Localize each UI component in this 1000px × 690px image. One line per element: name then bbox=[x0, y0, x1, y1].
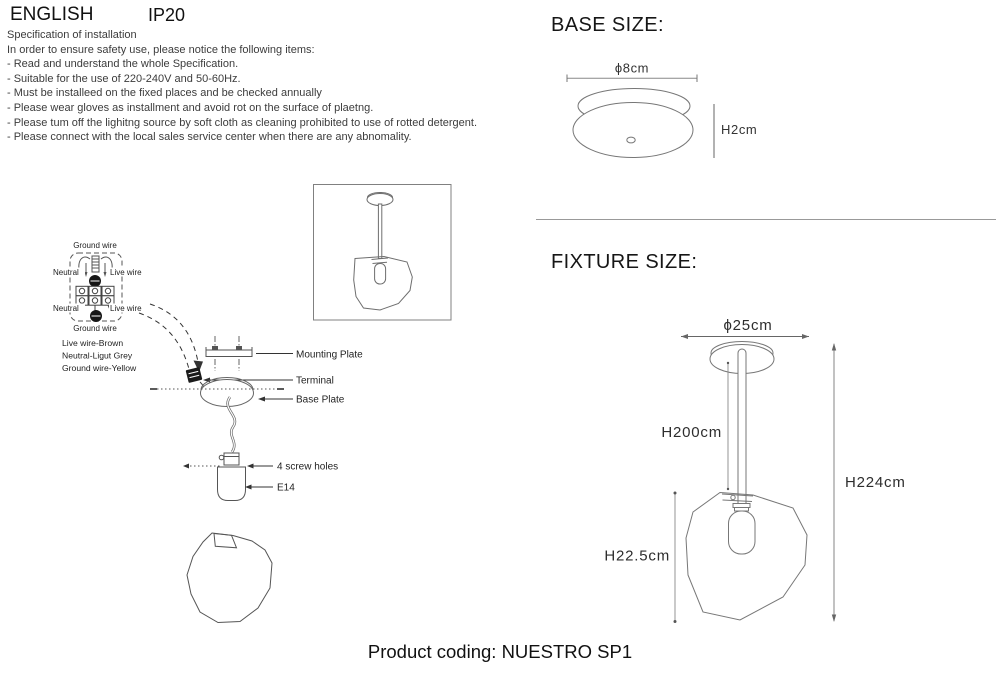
socket-drawing bbox=[218, 453, 246, 501]
legend-live-wire: Live wire-Brown bbox=[62, 338, 124, 348]
specification-text bbox=[7, 28, 477, 145]
spec-item: - Please wear gloves as installment and avoid rot on the surface of plaetng. bbox=[7, 101, 374, 114]
legend-neutral: Neutral-Ligut Grey bbox=[62, 350, 133, 361]
glass-shade-drawing bbox=[187, 533, 272, 623]
live-bottom-label: Live wire bbox=[110, 304, 142, 313]
socket-label: E14 bbox=[277, 482, 295, 494]
terminal-label: Terminal bbox=[296, 375, 334, 387]
ip-rating: IP20 bbox=[148, 5, 186, 25]
fixture-size-diagram bbox=[600, 308, 910, 633]
rod-drawing bbox=[738, 349, 746, 510]
spec-item: - Please connect with the local sales service center when there are any abnomality. bbox=[7, 131, 412, 144]
installation-diagram bbox=[148, 330, 380, 640]
language-title: ENGLISH bbox=[10, 4, 94, 25]
total-height-label: H224cm bbox=[845, 474, 906, 491]
neutral-bottom-label: Neutral bbox=[53, 304, 79, 313]
neutral-top-label: Neutral bbox=[53, 268, 79, 277]
spec-item: - Must be installeed on the fixed places and be checked annually bbox=[7, 87, 322, 100]
base-height-label: H2cm bbox=[721, 122, 758, 137]
rod-height-label: H200cm bbox=[661, 424, 722, 441]
mounting-plate-label: Mounting Plate bbox=[296, 349, 363, 361]
live-top-label: Live wire bbox=[110, 268, 142, 277]
legend-ground: Ground wire-Yellow bbox=[62, 363, 137, 373]
base-plate-label: Base Plate bbox=[296, 394, 345, 406]
ground-wire-top-label: Ground wire bbox=[73, 241, 117, 250]
canopy-front bbox=[573, 103, 693, 158]
section-divider bbox=[536, 219, 996, 220]
spec-intro: In order to ensure safety use, please notice the following items: bbox=[7, 43, 315, 56]
base-size-diagram bbox=[555, 55, 770, 170]
spec-heading: Specification of installation bbox=[7, 29, 137, 41]
pendant-picture bbox=[313, 184, 452, 321]
shade-height-label: H22.5cm bbox=[604, 547, 670, 565]
spec-item: - Read and understand the whole Specification. bbox=[7, 58, 239, 71]
terminal-drawing bbox=[186, 367, 203, 383]
ground-wire-bottom-label: Ground wire bbox=[73, 324, 117, 333]
fixture-diameter-label: ϕ25cm bbox=[723, 317, 773, 334]
screw-holes-label: 4 screw holes bbox=[277, 461, 339, 473]
spec-item: - Suitable for the use of 220-240V and 50-60Hz. bbox=[7, 72, 241, 85]
mounting-plate-drawing bbox=[206, 347, 252, 357]
bulb-outline bbox=[375, 264, 386, 285]
fixture-bulb-outline bbox=[729, 511, 756, 554]
fixture-size-heading: FIXTURE SIZE: bbox=[551, 251, 698, 273]
base-size-heading: BASE SIZE: bbox=[551, 14, 664, 36]
product-coding: Product coding: NUESTRO SP1 bbox=[367, 641, 633, 662]
spec-item: - Please tum off the lighitng source by soft cloth as cleaning prohibited to use of rotted detergent. bbox=[7, 116, 478, 129]
base-diameter-label: ϕ8cm bbox=[614, 60, 650, 76]
